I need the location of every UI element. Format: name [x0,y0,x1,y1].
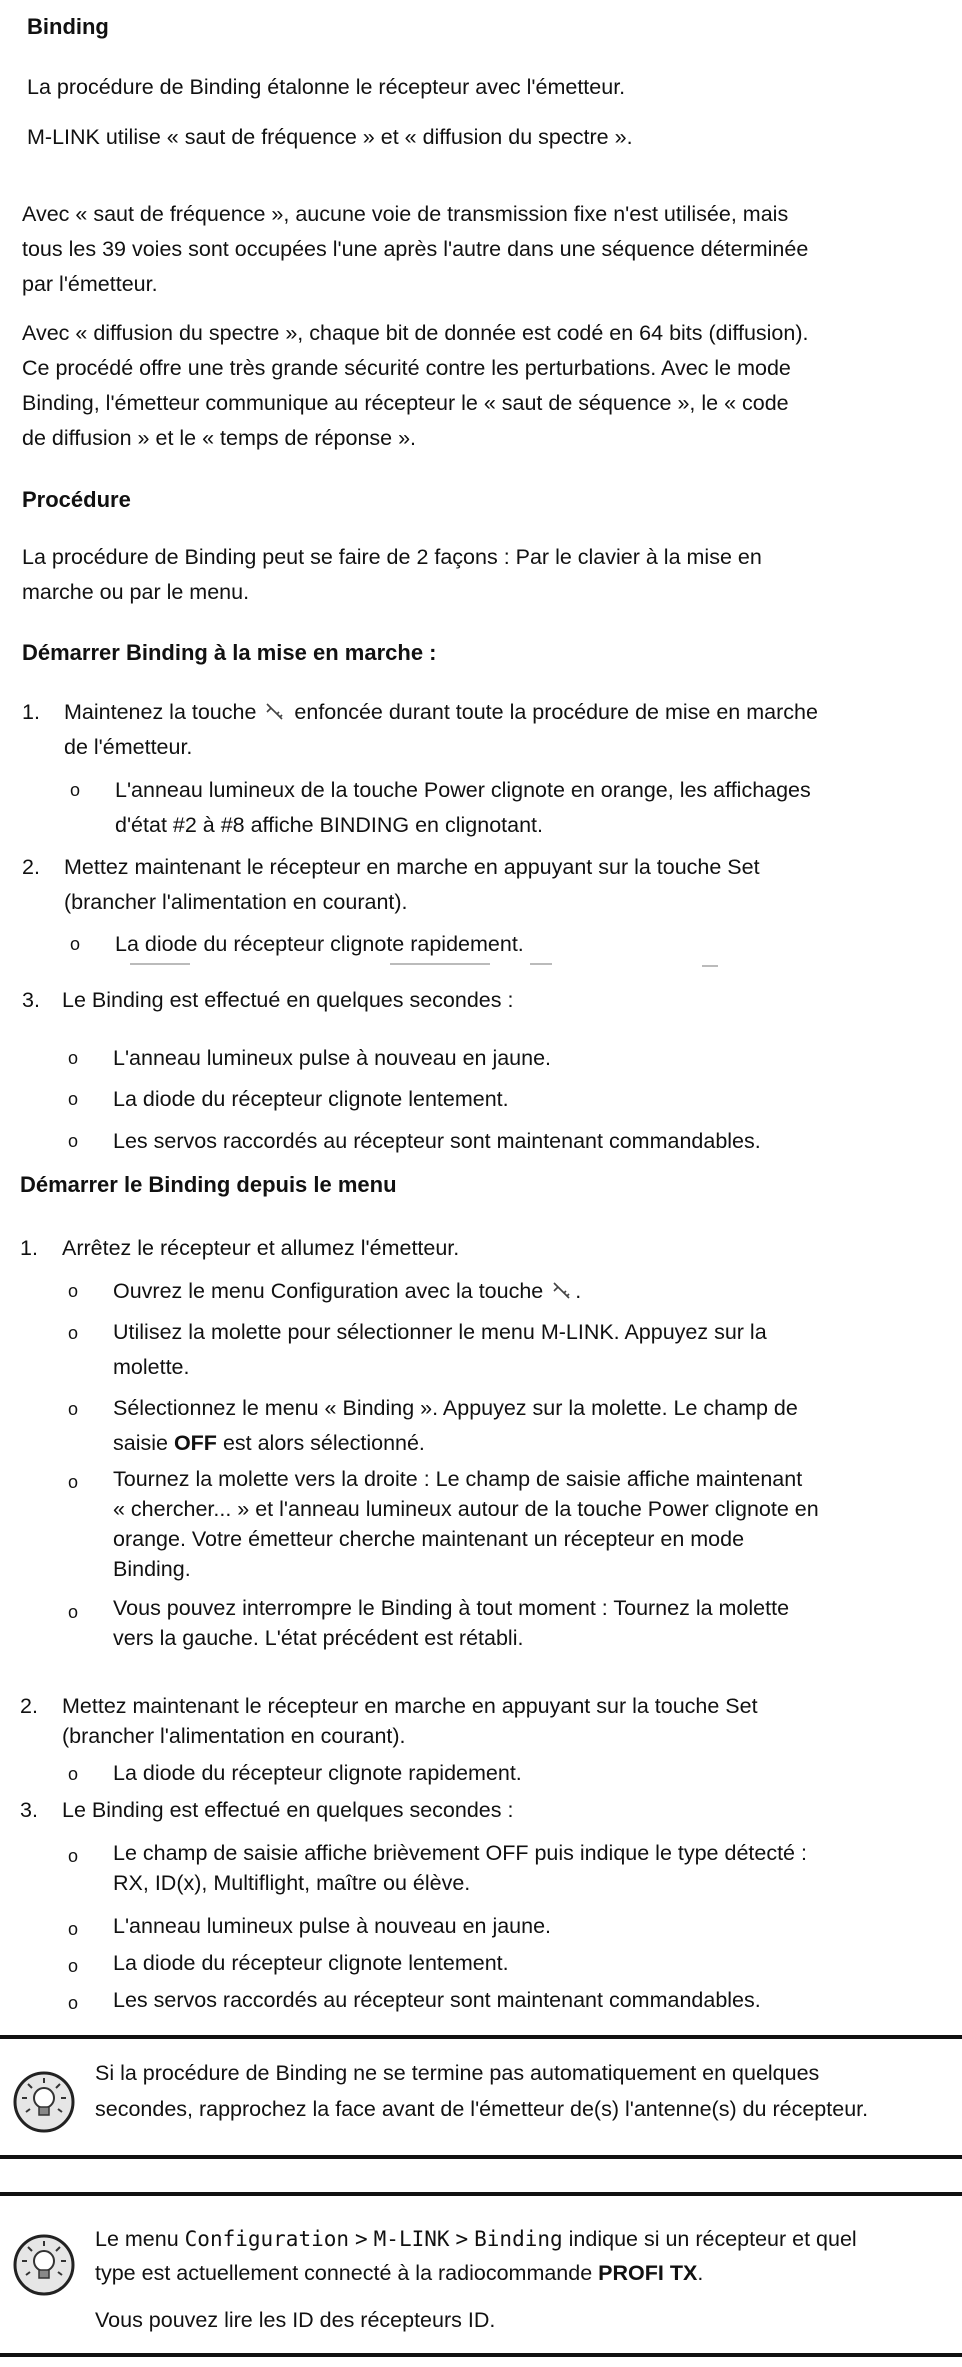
scan-artifact [530,963,552,965]
s1-step1-cont: de l'émetteur. [64,735,193,759]
procedure-text: marche ou par le menu. [22,580,250,604]
step-number: 2. [22,855,40,879]
menu-path-separator: > [355,2227,368,2251]
s1-step1-sub: d'état #2 à #8 affiche BINDING en clignotant. [115,813,543,837]
para1-line: Avec « saut de fréquence », aucune voie de transmission fixe n'est utilisée, mais [22,202,789,226]
note2-line2 [95,2256,703,2290]
sub-text: . [575,1279,582,1303]
s2-sub5: Vous pouvez interrompre le Binding à tout moment : Tournez la molette [113,1596,790,1620]
note2-bottom-rule [0,2353,962,2357]
s2-sub5: vers la gauche. L'état précédent est rétabli. [113,1626,524,1650]
product-name: PROFI TX [598,2261,698,2285]
off-value: OFF [173,1431,217,1455]
scan-artifact [390,963,490,965]
s2-sub3 [113,1426,425,1460]
menu-path: Configuration [184,2227,350,2251]
intro-line-1: La procédure de Binding étalonne le récepteur avec l'émetteur. [27,75,626,99]
scan-artifact [702,965,718,967]
s2-step3-sub: L'anneau lumineux pulse à nouveau en jaune. [113,1914,552,1938]
para2-line: de diffusion » et le « temps de réponse ». [22,426,417,450]
procedure-text: La procédure de Binding peut se faire de 2 façons : Par le clavier à la mise en [22,545,762,569]
bullet-marker: o [70,780,81,800]
sub-text: saisie [113,1431,168,1455]
s1-step3-sub: L'anneau lumineux pulse à nouveau en jaune. [113,1046,552,1070]
para2-line: Avec « diffusion du spectre », chaque bit de donnée est codé en 64 bits (diffusion). [22,321,809,345]
menu-path: M-LINK [373,2227,450,2251]
note2-top-rule [0,2192,962,2196]
s1-step2: (brancher l'alimentation en courant). [64,890,408,914]
para1-line: par l'émetteur. [22,272,158,296]
step-text: enfoncée durant toute la procédure de mise en marche [294,700,818,724]
menu-path: Binding [474,2227,563,2251]
s2-sub4: orange. Votre émetteur cherche maintenant un récepteur en mode [113,1527,745,1551]
procedure-heading: Procédure [22,487,131,512]
s2-step3: Le Binding est effectué en quelques secondes : [62,1798,514,1822]
para1-line: tous les 39 voies sont occupées l'une après l'autre dans une séquence déterminée [22,237,809,261]
para2-line: Ce procédé offre une très grande sécurité contre les perturbations. Avec le mode [22,356,791,380]
s1-step3-sub: La diode du récepteur clignote lentement. [113,1087,509,1111]
bullet-marker: o [68,1602,79,1622]
s1-step2: Mettez maintenant le récepteur en marche en appuyant sur la touche Set [64,855,760,879]
note1-text: Si la procédure de Binding ne se termine pas automatiquement en quelques [95,2061,820,2085]
menu-path-separator: > [455,2227,469,2251]
step-number: 3. [22,988,40,1012]
s1-step1-sub: L'anneau lumineux de la touche Power clignote en orange, les affichages [115,778,811,802]
s2-step3-sub: Le champ de saisie affiche brièvement OFF puis indique le type détecté : [113,1841,807,1865]
sub-text: Ouvrez le menu Configuration avec la touche [113,1279,544,1303]
bullet-marker: o [68,1048,79,1068]
bullet-marker: o [68,1131,79,1151]
s2-step3-sub: Les servos raccordés au récepteur sont maintenant commandables. [113,1988,761,2012]
scan-artifact [130,963,190,965]
step-text: Maintenez la touche [64,700,257,724]
s2-step1: Arrêtez le récepteur et allumez l'émetteur. [62,1236,460,1260]
s2-sub4: Tournez la molette vers la droite : Le champ de saisie affiche maintenant [113,1467,803,1491]
tool-key-icon [549,1281,575,1301]
s2-sub1 [113,1274,581,1308]
step-number: 1. [20,1236,38,1260]
bullet-marker: o [68,1089,79,1109]
step-number: 1. [22,700,40,724]
note2-line1 [95,2222,857,2256]
note-text: type est actuellement connecté à la radiocommande [95,2261,593,2285]
s2-step3-sub: La diode du récepteur clignote lentement. [113,1951,509,1975]
bullet-marker: o [68,1323,79,1343]
note-text: indique si un récepteur et quel [568,2227,857,2251]
s1-step2-sub: La diode du récepteur clignote rapidement. [115,932,524,956]
bullet-marker: o [68,1764,79,1784]
bullet-marker: o [68,1281,79,1301]
section2-heading: Démarrer le Binding depuis le menu [20,1172,397,1197]
s2-sub2: Utilisez la molette pour sélectionner le menu M-LINK. Appuyez sur la [113,1320,767,1344]
s2-step2: (brancher l'alimentation en courant). [62,1724,406,1748]
note2-line3: Vous pouvez lire les ID des récepteurs ID. [95,2308,496,2332]
s1-step1 [64,695,818,729]
note1-top-rule [0,2035,962,2039]
tool-key-icon [262,702,288,722]
lightbulb-icon [12,2070,76,2134]
s1-step3: Le Binding est effectué en quelques secondes : [62,988,514,1012]
bullet-marker: o [68,1993,79,2013]
s2-sub3: Sélectionnez le menu « Binding ». Appuyez sur la molette. Le champ de [113,1396,798,1420]
bullet-marker: o [68,1919,79,1939]
page-title: Binding [27,14,109,39]
note1-text: secondes, rapprochez la face avant de l'émetteur de(s) l'antenne(s) du récepteur. [95,2097,869,2121]
sub-text: est alors sélectionné. [222,1431,425,1455]
section1-heading: Démarrer Binding à la mise en marche : [22,640,437,665]
s2-sub4: « chercher... » et l'anneau lumineux autour de la touche Power clignote en [113,1497,819,1521]
bullet-marker: o [68,1956,79,1976]
s1-step3-sub: Les servos raccordés au récepteur sont maintenant commandables. [113,1129,761,1153]
bullet-marker: o [68,1846,79,1866]
step-number: 2. [20,1694,38,1718]
note1-bottom-rule [0,2155,962,2159]
s2-step3-sub: RX, ID(x), Multiflight, maître ou élève. [113,1871,471,1895]
lightbulb-icon [12,2233,76,2297]
para2-line: Binding, l'émetteur communique au récepteur le « saut de séquence », le « code [22,391,789,415]
note-text: Le menu [95,2227,179,2251]
bullet-marker: o [68,1472,79,1492]
step-number: 3. [20,1798,38,1822]
s2-sub4: Binding. [113,1557,191,1581]
intro-line-2: M-LINK utilise « saut de fréquence » et « diffusion du spectre ». [27,125,633,149]
s2-sub2: molette. [113,1355,190,1379]
bullet-marker: o [68,1399,79,1419]
bullet-marker: o [70,934,81,954]
s2-step2-sub: La diode du récepteur clignote rapidement. [113,1761,522,1785]
note-text: . [697,2261,704,2285]
s2-step2: Mettez maintenant le récepteur en marche en appuyant sur la touche Set [62,1694,758,1718]
